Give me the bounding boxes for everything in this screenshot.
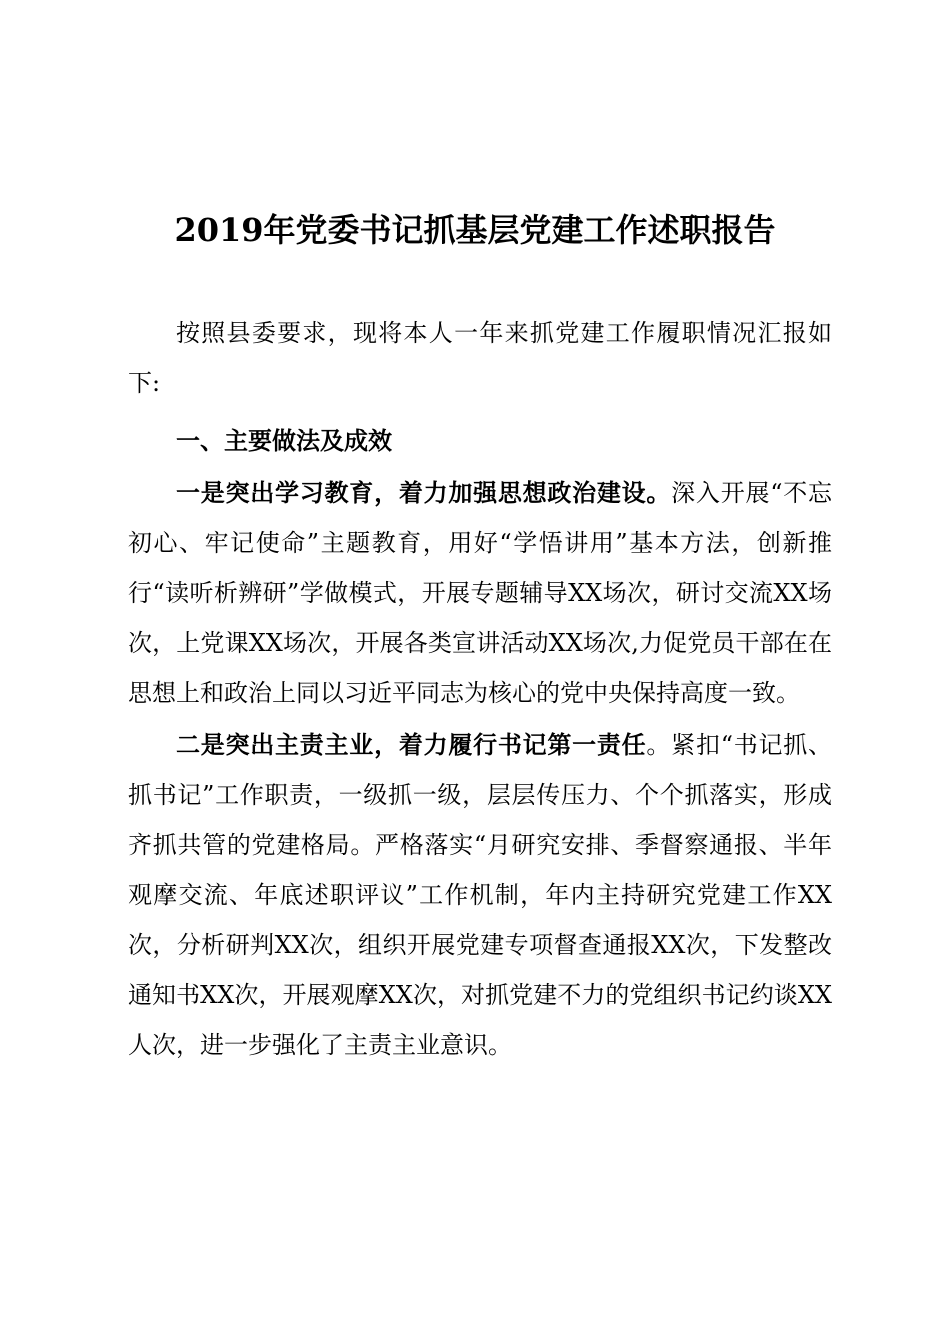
section-heading: 一、主要做法及成效 bbox=[176, 427, 392, 455]
document-title: 2019年党委书记抓基层党建工作述职报告 bbox=[174, 211, 776, 249]
paragraph-2 bbox=[128, 720, 832, 1070]
paragraph-1-lead: 一是突出学习教育，着力加强思想政治建设。 bbox=[176, 478, 672, 507]
intro-paragraph: 按照县委要求，现将本人一年来抓党建工作履职情况汇报如下: bbox=[128, 319, 832, 397]
paragraph-1-text: 深入开展“不忘初心、牢记使命”主题教育，用好“学悟讲用”基本方法，创新推行“读听析辨研”学做模式，开展专题辅导XX场次，研讨交流XX场次，上党课XX场次，开展各类宣讲活动XX场次,力促党员干部在在思想上和政治上同以习近平同志为核心的党中央保持高度一致。 bbox=[128, 479, 832, 707]
paragraph-1 bbox=[128, 468, 832, 718]
document-body bbox=[128, 308, 832, 1070]
paragraph-2-text: 。紧扣“书记抓、抓书记”工作职责，一级抓一级，层层传压力、个个抓落实，形成齐抓共管的党建格局。严格落实“月研究安排、季督察通报、半年观摩交流、年底述职评议”工作机制，年内主持研究党建工作XX次，分析研判XX次，组织开展党建专项督查通报XX次，下发整改通知书XX次，开展观摩XX次，对抓党建不力的党组织书记约谈XX人次，进一步强化了主责主业意识。 bbox=[128, 731, 832, 1059]
paragraph-2-lead: 二是突出主责主业，着力履行书记第一责任 bbox=[176, 730, 647, 759]
